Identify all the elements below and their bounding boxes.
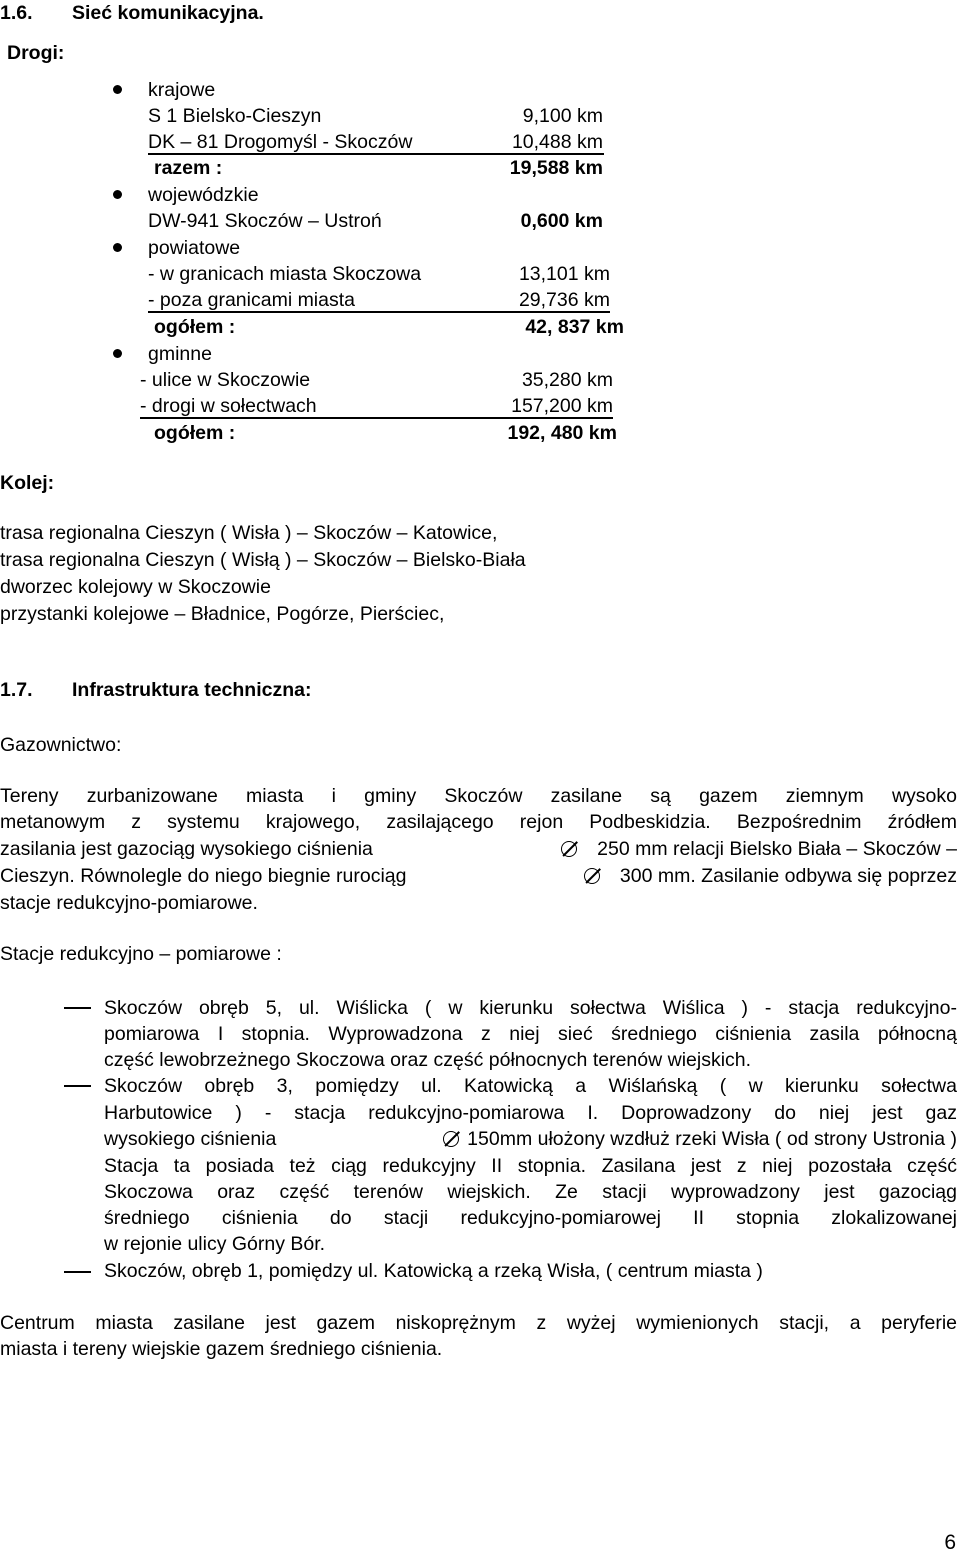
section-number: 1.6. [0,2,33,24]
sum-underline [148,311,610,313]
list-item-line: Harbutowice ) - stacja redukcyjno-pomiarowa I. Doprowadzony do niej jest gaz [104,1102,957,1124]
total-value: 42, 837 km [525,316,624,338]
paragraph-line: Tereny zurbanizowane miasta i gminy Skoczów zasilane są gazem ziemnym wysoko [0,785,957,807]
diameter-icon [559,841,579,857]
road-length: 0,600 km [520,210,603,232]
bullet-gminne [113,349,122,358]
roads-label: Drogi: [7,42,65,64]
paragraph-segment: Cieszyn. Równolegle do niego biegnie rurociąg [0,865,407,887]
list-dash [64,1085,91,1087]
list-item-line: Stacja ta posiada też ciąg redukcyjny II stopnia. Zasilana jest z niej pozostała część [104,1155,957,1177]
page-number: 6 [944,1531,956,1554]
total-label: ogółem : [154,422,236,444]
road-name: DW-941 Skoczów – Ustroń [148,210,382,232]
total-label: ogółem : [154,316,236,338]
bullet-krajowe [113,85,122,94]
rail-line: trasa regionalna Cieszyn ( Wisłą ) – Skoczów – Bielsko-Biała [0,549,526,571]
road-length: 157,200 km [511,395,613,417]
road-name: DK – 81 Drogomyśl - Skoczów [148,131,413,153]
road-length: 13,101 km [518,263,610,285]
total-value: 19,588 km [509,157,603,179]
category-wojewodzkie: wojewódzkie [148,184,259,206]
paragraph-segment: 300 mm. Zasilanie odbywa się poprzez [619,865,957,887]
paragraph-segment: zasilania jest gazociąg wysokiego ciśnienia [0,838,373,860]
rail-line: przystanki kolejowe – Bładnice, Pogórze, Pierściec, [0,603,445,625]
list-item-line: średniego ciśnienia do stacji redukcyjno-pomiarowej II stopnia zlokalizowanej [104,1207,957,1229]
list-item-line: Skoczów obręb 3, pomiędzy ul. Katowicką a Wiślańską ( w kierunku sołectwa [104,1075,957,1097]
sum-underline [140,417,613,419]
paragraph-line: stacje redukcyjno-pomiarowe. [0,892,258,914]
road-name: - w granicach miasta Skoczowa [148,263,422,285]
subsection-title: Gazownictwo: [0,734,122,756]
paragraph-line: miasta i tereny wiejskie gazem średniego ciśnienia. [0,1338,443,1360]
category-powiatowe: powiatowe [148,237,241,259]
road-name: - poza granicami miasta [148,289,355,311]
paragraph-line [0,836,957,862]
total-value: 192, 480 km [507,422,617,444]
rail-line: trasa regionalna Cieszyn ( Wisła ) – Skoczów – Katowice, [0,522,498,544]
section-title: Infrastruktura techniczna: [72,679,312,701]
bullet-powiatowe [113,243,122,252]
stations-heading: Stacje redukcyjno – pomiarowe : [0,943,282,965]
list-item-line: w rejonie ulicy Górny Bór. [104,1233,326,1255]
paragraph-line: Centrum miasta zasilane jest gazem niskoprężnym z wyżej wymienionych stacji, a peryferie [0,1312,957,1334]
paragraph-line: metanowym z systemu krajowego, zasilającego rejon Podbeskidzia. Bezpośrednim źródłem [0,811,957,833]
list-item-line: część lewobrzeżnego Skoczowa oraz część północnych terenów wiejskich. [104,1049,752,1071]
list-item-line [104,1126,957,1152]
list-dash [64,1271,91,1273]
rail-label: Kolej: [0,472,55,494]
section-number: 1.7. [0,679,33,701]
road-name: - drogi w sołectwach [140,395,317,417]
rail-line: dworzec kolejowy w Skoczowie [0,576,271,598]
list-item-line: Skoczowa oraz część terenów wiejskich. Ze stacji wyprowadzony jest gazociąg [104,1181,957,1203]
paragraph-segment: 250 mm relacji Bielsko Biała – Skoczów – [597,838,957,860]
category-krajowe: krajowe [148,79,216,101]
road-length: 29,736 km [518,289,610,311]
road-length: 9,100 km [522,105,603,127]
diameter-icon [582,868,602,884]
list-dash [64,1007,91,1009]
road-name: - ulice w Skoczowie [140,369,311,391]
section-title: Sieć komunikacyjna. [72,2,264,24]
bullet-wojewodzkie [113,190,122,199]
paragraph-segment: 150mm ułożony wzdłuż rzeki Wisła ( od strony Ustronia ) [467,1128,957,1150]
road-length: 10,488 km [511,131,603,153]
list-item-line: pomiarowa I stopnia. Wyprowadzona z niej sieć średniego ciśnienia zasila północną [104,1023,957,1045]
list-item-line: Skoczów, obręb 1, pomiędzy ul. Katowicką a rzeką Wisła, ( centrum miasta ) [104,1260,763,1282]
category-gminne: gminne [148,343,212,365]
paragraph-segment: wysokiego ciśnienia [104,1128,277,1150]
road-name: S 1 Bielsko-Cieszyn [148,105,322,127]
diameter-icon [441,1131,461,1147]
road-length: 35,280 km [521,369,613,391]
list-item-line: Skoczów obręb 5, ul. Wiślicka ( w kierunku sołectwa Wiślica ) - stacja redukcyjno- [104,997,957,1019]
total-label: razem : [154,157,223,179]
paragraph-line [0,863,957,889]
